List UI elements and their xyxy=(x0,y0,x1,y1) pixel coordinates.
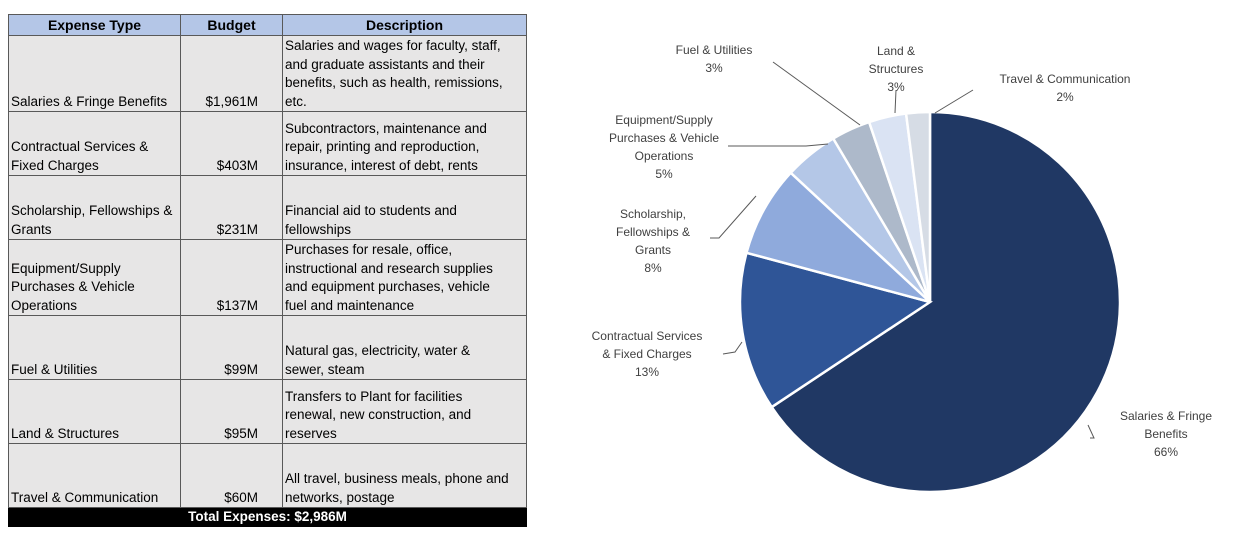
slice-percent-label: 2% xyxy=(1056,90,1074,104)
expense-type-cell-line: Operations xyxy=(11,297,78,313)
budget-cell xyxy=(181,176,283,240)
expense-type-cell-line: Grants xyxy=(11,221,52,237)
description-cell xyxy=(283,36,527,112)
slice-label: Equipment/Supply xyxy=(615,113,713,127)
budget-cell-line: $60M xyxy=(224,489,258,505)
slice-label: & Fixed Charges xyxy=(602,347,692,361)
header-budget: Budget xyxy=(181,15,283,36)
expense-type-cell-line: Travel & Communication xyxy=(11,489,159,505)
table-row xyxy=(9,380,527,444)
description-cell-line: renewal, new construction, and xyxy=(285,407,472,422)
budget-cell-line: $137M xyxy=(216,297,258,313)
expense-type-cell-line: Scholarship, Fellowships & xyxy=(11,203,173,218)
slice-label: Operations xyxy=(634,149,694,163)
description-cell xyxy=(283,176,527,240)
header-expense-type: Expense Type xyxy=(9,15,181,36)
budget-cell-line: $403M xyxy=(216,157,258,173)
table-row xyxy=(9,36,527,112)
description-cell-line: Salaries and wages for faculty, staff, xyxy=(285,38,501,53)
budget-cell xyxy=(181,112,283,176)
slice-label: Benefits xyxy=(1144,427,1188,441)
expense-type-cell xyxy=(9,112,181,176)
leader-line xyxy=(728,144,828,146)
total-row xyxy=(9,508,527,527)
slice-label: Contractual Services xyxy=(591,329,703,343)
slice-percent-label: 13% xyxy=(634,365,660,379)
slice-label: Land & xyxy=(876,44,916,58)
slice-label: Salaries & Fringe xyxy=(1119,409,1213,423)
slice-percent-label: 8% xyxy=(644,261,662,275)
slice-percent-label: 3% xyxy=(887,80,905,94)
slice-percent-label: 66% xyxy=(1153,445,1179,459)
leader-line xyxy=(710,196,756,238)
slice-percent-label: 3% xyxy=(705,61,723,75)
description-cell xyxy=(283,444,527,508)
description-cell-line: networks, postage xyxy=(285,489,395,505)
description-cell xyxy=(283,240,527,316)
description-cell-line: fellowships xyxy=(285,221,352,237)
description-cell-line: etc. xyxy=(285,93,307,109)
expense-type-cell-line: Fixed Charges xyxy=(11,157,99,173)
budget-cell-line: $99M xyxy=(224,361,258,377)
leader-line xyxy=(723,342,742,354)
description-cell-line: insurance, interest of debt, rents xyxy=(285,157,478,173)
description-cell xyxy=(283,316,527,380)
budget-cell xyxy=(181,316,283,380)
budget-cell xyxy=(181,240,283,316)
budget-cell-line: $1,961M xyxy=(205,93,258,109)
expense-type-cell-line: Fuel & Utilities xyxy=(11,361,98,377)
budget-cell-line: $95M xyxy=(224,425,258,441)
table-row xyxy=(9,444,527,508)
description-cell-line: and equipment purchases, vehicle xyxy=(285,279,490,294)
expense-type-cell xyxy=(9,240,181,316)
slice-label: Purchases & Vehicle xyxy=(608,131,720,145)
table-row xyxy=(9,240,527,316)
description-cell-line: sewer, steam xyxy=(285,361,365,377)
description-cell-line: and graduate assistants and their xyxy=(285,56,485,72)
description-cell-line: reserves xyxy=(285,425,337,441)
description-cell-line: Financial aid to students and xyxy=(285,203,457,218)
description-cell-line: Natural gas, electricity, water & xyxy=(285,343,471,358)
expense-type-cell-line: Salaries & Fringe Benefits xyxy=(11,93,168,109)
slice-label: Travel & Communication xyxy=(999,72,1131,86)
slice-label: Fuel & Utilities xyxy=(675,43,753,57)
slice-percent-label: 5% xyxy=(655,167,673,181)
total-expenses: Total Expenses: $2,986M xyxy=(9,508,527,527)
expense-table xyxy=(8,14,527,527)
slice-label: Scholarship, xyxy=(619,207,687,221)
leader-line xyxy=(1088,425,1094,438)
expense-type-cell-line: Land & Structures xyxy=(11,425,120,441)
budget-cell xyxy=(181,36,283,112)
description-cell-line: benefits, such as health, remissions, xyxy=(285,75,503,90)
description-cell-line: instructional and research supplies xyxy=(285,260,493,276)
leader-line xyxy=(773,62,860,125)
expense-type-cell xyxy=(9,380,181,444)
expense-type-cell xyxy=(9,444,181,508)
table-row xyxy=(9,316,527,380)
budget-cell-line: $231M xyxy=(216,221,258,237)
expense-type-cell-line: Equipment/Supply xyxy=(11,260,121,276)
header-description: Description xyxy=(283,15,527,36)
slice-label: Fellowships & xyxy=(615,225,691,239)
expense-type-cell-line: Purchases & Vehicle xyxy=(11,279,135,294)
slice-label: Grants xyxy=(634,243,672,257)
budget-cell xyxy=(181,444,283,508)
description-cell-line: All travel, business meals, phone and xyxy=(285,471,509,486)
description-cell-line: fuel and maintenance xyxy=(285,297,415,313)
description-cell-line: repair, printing and reproduction, xyxy=(285,139,480,154)
description-cell-line: Subcontractors, maintenance and xyxy=(285,120,487,136)
slice-label: Structures xyxy=(868,62,924,76)
expense-type-cell xyxy=(9,176,181,240)
expense-type-cell-line: Contractual Services & xyxy=(11,139,149,154)
description-cell-line: Transfers to Plant for facilities xyxy=(285,388,463,404)
expense-type-cell xyxy=(9,36,181,112)
table-row xyxy=(9,112,527,176)
table-row xyxy=(9,176,527,240)
description-cell xyxy=(283,380,527,444)
expense-pie-chart xyxy=(560,0,1255,535)
leader-line xyxy=(935,90,973,113)
expense-type-cell xyxy=(9,316,181,380)
table-header-row xyxy=(9,15,527,36)
budget-cell xyxy=(181,380,283,444)
description-cell-line: Purchases for resale, office, xyxy=(285,242,453,257)
description-cell xyxy=(283,112,527,176)
